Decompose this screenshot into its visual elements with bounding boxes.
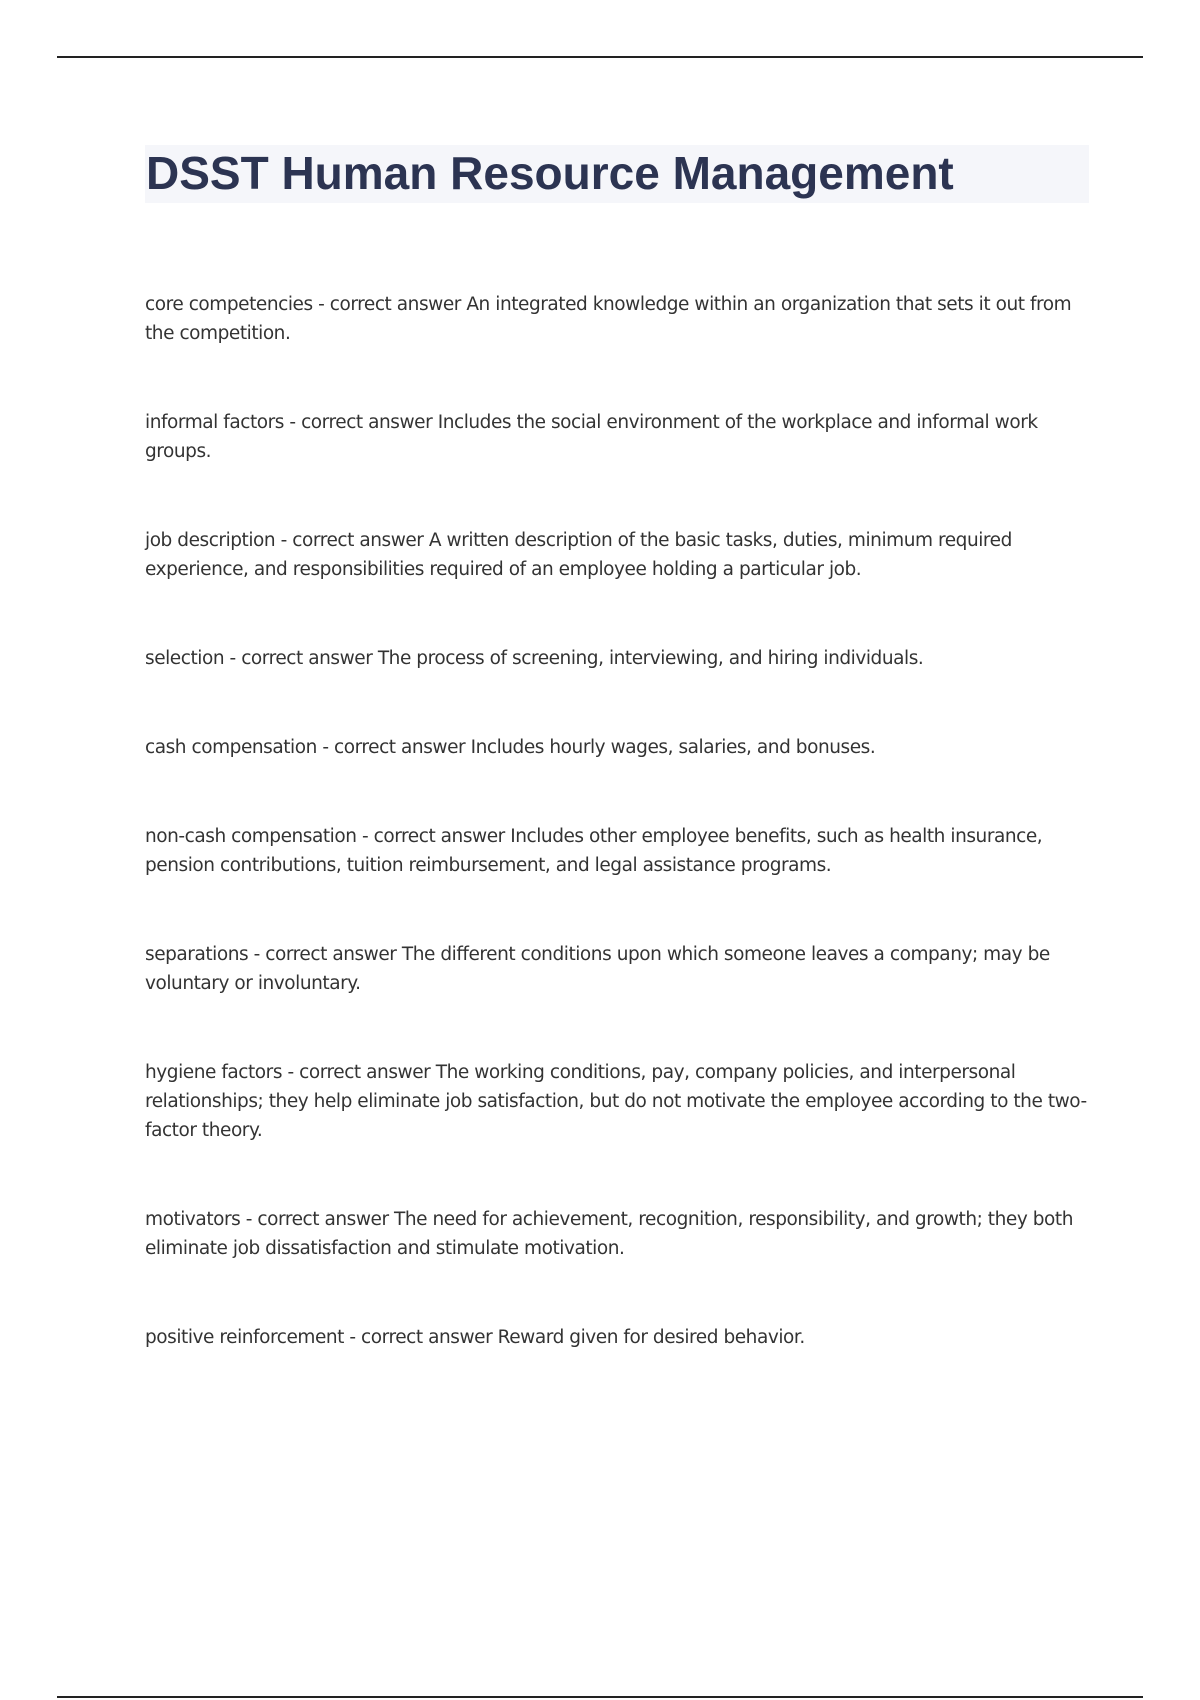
entry-separator: - correct answer <box>240 1209 395 1230</box>
entry-separator: - correct answer <box>284 412 438 433</box>
entry-definition: Reward given for desired behavior. <box>497 1327 805 1348</box>
page-title: DSST Human Resource Management <box>146 147 954 199</box>
bottom-divider <box>57 1696 1143 1698</box>
flashcard-entry <box>145 290 1095 348</box>
entry-term: cash compensation <box>145 737 317 758</box>
entry-term: separations <box>145 944 249 965</box>
entry-separator: - correct answer <box>282 1062 436 1083</box>
entry-term: non-cash compensation <box>145 826 357 847</box>
entry-term: positive reinforcement <box>145 1327 344 1348</box>
entry-definition: Includes the social environment of the workplace and informal work groups. <box>145 412 1038 462</box>
flashcard-entry <box>145 822 1095 880</box>
flashcard-entry <box>145 940 1095 998</box>
entry-separator: - correct answer <box>312 294 467 315</box>
flashcard-entry <box>145 644 1095 673</box>
entry-term: selection <box>145 648 225 669</box>
top-divider <box>57 56 1143 58</box>
entry-separator: - correct answer <box>224 648 378 669</box>
entry-separator: - correct answer <box>248 944 402 965</box>
entry-definition: Includes other employee benefits, such as health insurance, pension contributions, tuition reimbursement, and legal assistance programs. <box>145 826 1043 876</box>
entry-separator: - correct answer <box>275 530 429 551</box>
entry-definition: An integrated knowledge within an organization that sets it out from the competition. <box>145 294 1072 344</box>
flashcard-entry <box>145 408 1095 466</box>
entry-definition: The need for achievement, recognition, responsibility, and growth; they both eliminate job dissatisfaction and stimulate motivation. <box>145 1209 1073 1259</box>
entry-separator: - correct answer <box>356 826 511 847</box>
entry-definition: The process of screening, interviewing, and hiring individuals. <box>377 648 924 669</box>
entry-term: informal factors <box>145 412 284 433</box>
entry-definition: The different conditions upon which someone leaves a company; may be voluntary or involuntary. <box>145 944 1050 994</box>
entry-term: job description <box>145 530 276 551</box>
entry-definition: A written description of the basic tasks, duties, minimum required experience, and responsibilities required of an employee holding a particular job. <box>145 530 1012 580</box>
flashcard-entry <box>145 1058 1095 1145</box>
flashcard-entry <box>145 1205 1095 1263</box>
entry-separator: - correct answer <box>316 737 471 758</box>
flashcard-entry <box>145 526 1095 584</box>
entry-term: motivators <box>145 1209 241 1230</box>
flashcard-entry <box>145 733 1095 762</box>
entry-term: hygiene factors <box>145 1062 283 1083</box>
entry-separator: - correct answer <box>343 1327 498 1348</box>
entry-term: core competencies <box>145 294 313 315</box>
flashcard-entry <box>145 1323 1095 1352</box>
entry-definition: The working conditions, pay, company policies, and interpersonal relationships; they help eliminate job satisfaction, but do not motivate the employee according to the two-factor theory. <box>145 1062 1087 1141</box>
entry-definition: Includes hourly wages, salaries, and bonuses. <box>470 737 876 758</box>
flashcard-list <box>145 290 1095 1412</box>
